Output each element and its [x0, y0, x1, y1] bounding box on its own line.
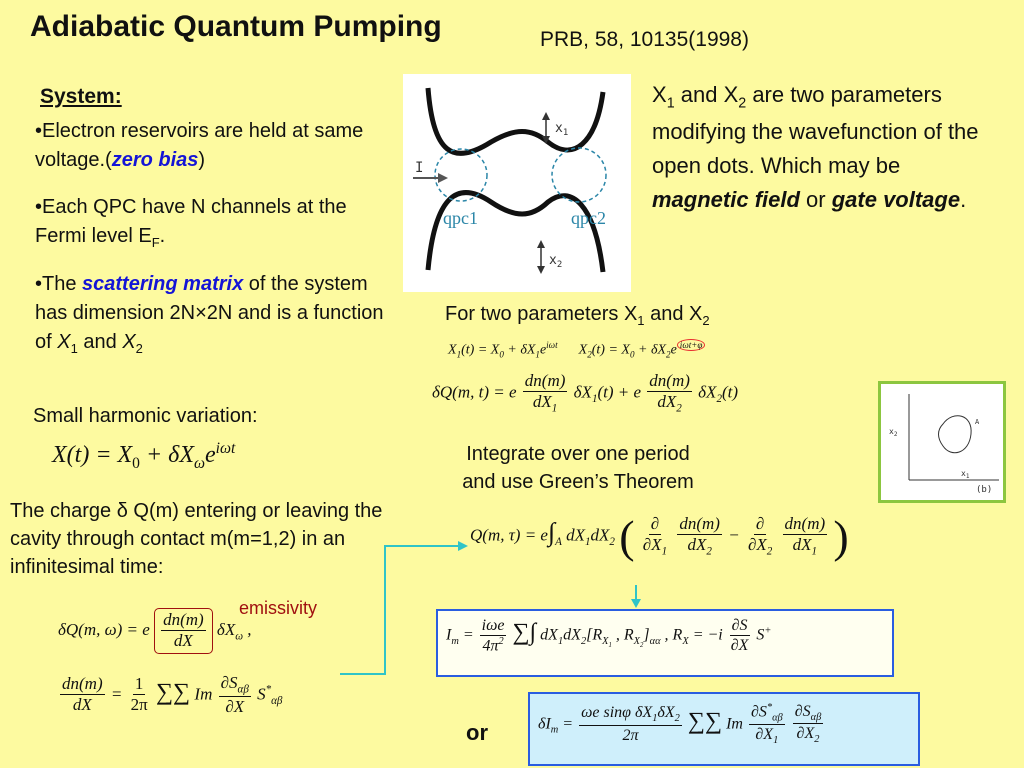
text: X [652, 82, 667, 107]
bullet-zero-bias [35, 117, 395, 175]
arrowhead-icon [631, 599, 641, 608]
small-amplitude-formula-box [528, 692, 920, 766]
bullet-text: •Each QPC have N channels at the Fermi level E [35, 196, 347, 247]
var-x1: X [57, 331, 71, 353]
dq-two-params-equation: δQ(m, t) = e $\frac{dn(m)}{dX_1}$ $\delta X_1(t) + e$ $\frac{dn(m)}{dX_2}$ $\delta X_2(t)$ [432, 371, 739, 415]
two-param-equations: $X_1(t) = X_0 + \delta X_1e^{i\omega t}$ $X_2(t) = X_0 + \delta X_2e$ $^{i\omega t+\varphi}$ [448, 340, 705, 359]
plot-label-a: A [975, 418, 980, 426]
down-arrow-svg [630, 585, 642, 609]
plot-label-b: (b) [976, 485, 993, 495]
parameters-text [652, 78, 982, 217]
connector-line [340, 546, 460, 674]
bullet-text: and [77, 331, 123, 353]
text: and X [644, 303, 703, 325]
text: . [960, 186, 967, 212]
bullet-text: •The [35, 273, 83, 295]
qpc2-circle [552, 148, 606, 202]
label-qpc2: qpc2 [571, 208, 606, 228]
subscript: 2 [135, 341, 143, 356]
charge-integral-equation: Q(m, $\tau) = e\int_A$ $dX_1dX_2$ ( $\frac{\partial}{\partial X_1}$ $\frac{dn(m)}{dX_2}$ − $\frac{\partial}{\partial X_2}$ $\frac{dn(m)}{dX_1}$ ) [470, 511, 849, 562]
qpc-diagram-svg [403, 74, 631, 292]
gate-voltage-emphasis: gate voltage [831, 186, 961, 212]
system-heading: System: [40, 85, 122, 108]
bullet-scattering [35, 270, 395, 359]
zero-bias-highlight: zero bias [111, 149, 199, 171]
label-i: I [415, 160, 424, 176]
bullet-text: of the system has dimension 2N×2N and is a function of [35, 273, 384, 353]
bullet-text: ) [198, 149, 206, 171]
harmonic-label: Small harmonic variation: [33, 405, 258, 427]
small-amplitude-equation: $\delta I_m$ = $\frac{\omega e \sin\varphi \delta X_1\delta X_2}{2\pi}$ ∑∑ Im $\frac{\partial S^*_{\alpha\beta}}{\partial X_1}$ $\frac{\partial S_{\alpha\beta}}{\partial X_2}$ [538, 702, 822, 747]
harmonic-equation: $X(t) = X_0 + \delta X_\omega e^{i\omega t}$ [52, 440, 236, 472]
subscript: 2 [738, 95, 747, 112]
var-x2: X [122, 331, 136, 353]
emissivity-equation: $\frac{dn(m)}{dX}$ = $\frac{1}{2\pi}$ ∑∑ Im $\frac{\partial S_{\alpha\beta}}{\partial X}$ $S^*_{\alpha\beta}$ [62, 673, 283, 716]
subscript: 1 [70, 341, 78, 356]
or-label: or [466, 720, 488, 745]
bullet-text: . [159, 225, 166, 247]
label-qpc1: qpc1 [443, 208, 478, 228]
label-x1: $x_1$ [555, 121, 569, 138]
text: are two parameters modifying the wavefunction of the open dots. Which may be [652, 82, 979, 178]
charge-text: The charge δ Q(m) entering or leaving the cavity through contact m(m=1,2) in an infinitesimal time: [10, 500, 383, 578]
plot-label-x1: $x_1$ [961, 469, 970, 480]
plot-label-x2: $x_2$ [889, 427, 898, 438]
subscript: 1 [637, 313, 645, 328]
arrowhead-icon [438, 173, 448, 183]
text: For two parameters X [445, 303, 638, 325]
subscript: 2 [702, 313, 710, 328]
reference: PRB, 58, 10135(1998) [540, 28, 749, 51]
integrate-line-1: Integrate over one period [466, 443, 690, 465]
upper-boundary [428, 88, 603, 153]
bullet-channels [35, 193, 395, 253]
connector-arrow-icon [340, 540, 470, 680]
cycle-plot [878, 381, 1006, 503]
arrowhead-icon [458, 541, 468, 551]
arrowhead-icon [537, 240, 545, 248]
bullet-text: •Electron reservoirs are held at same voltage.( [35, 120, 364, 171]
text: or [799, 186, 832, 212]
magnetic-field-emphasis: magnetic field [652, 186, 800, 212]
integrate-text [428, 440, 728, 496]
page-title: Adiabatic Quantum Pumping [30, 10, 442, 43]
label-x2: $x_2$ [549, 253, 563, 270]
qpc-diagram [403, 74, 631, 292]
lower-boundary [428, 193, 603, 272]
cycle-plot-svg [881, 384, 1003, 500]
arrowhead-icon [542, 112, 550, 120]
scattering-matrix-highlight: scattering matrix [82, 273, 244, 295]
emissivity-label: emissivity [239, 598, 318, 618]
subscript: F [151, 235, 160, 250]
charge-equation: δQ(m, ω) = e $\frac{dn(m)}{dX}$ $\delta X_\omega$ , [58, 608, 252, 654]
arrowhead-icon [537, 266, 545, 274]
current-formula-box [436, 609, 894, 677]
current-equation: $I_m$ = $\frac{\text{iωe}}{4\pi^2}$ ∑∫ $dX_1dX_2[R_{X_1}$ , $R_{X_2}]_{\alpha\alpha}$ , $R_X = -i$ $\frac{\partial S}{\partial X}$ S+ [446, 617, 772, 654]
two-params-label [445, 300, 710, 330]
cycle-path [939, 416, 972, 453]
text: and X [674, 82, 739, 107]
integrate-line-2: and use Green’s Theorem [462, 471, 694, 493]
subscript: 1 [666, 95, 675, 112]
